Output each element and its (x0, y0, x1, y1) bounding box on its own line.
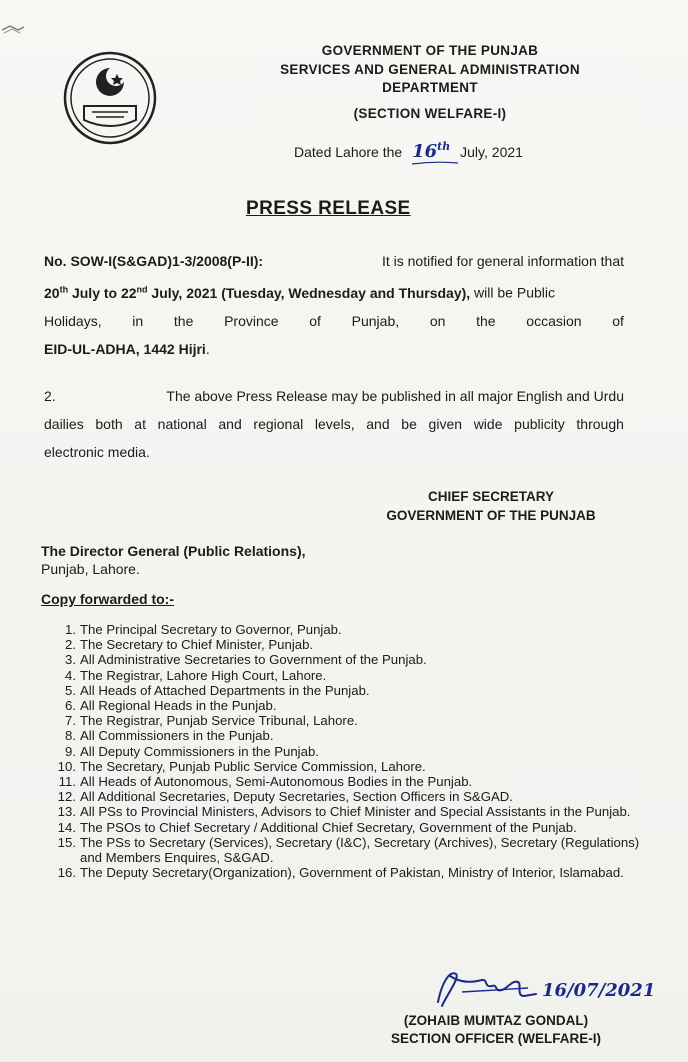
copy-list-text: All Commissioners in the Punjab. (80, 728, 274, 744)
handwritten-signature-icon (432, 962, 542, 1012)
paragraph-1 (44, 247, 624, 363)
p2line2-word: and (218, 416, 242, 432)
chief-secretary-title: CHIEF SECRETARY (427, 489, 554, 504)
paragraph-1-line-1 (44, 247, 624, 275)
copy-list-text: All Administrative Secretaries to Government of the Punjab. (80, 652, 427, 668)
line3-word: Punjab, (351, 312, 400, 329)
copy-list-number: 3. (65, 652, 76, 668)
copy-list-text: All Additional Secretaries, Deputy Secretaries, Section Officers in S&GAD. (80, 789, 513, 805)
date-underline-icon (410, 160, 460, 166)
p2line2-word: at (134, 416, 146, 432)
p2line2-word: levels, (314, 416, 355, 432)
press-release-title: PRESS RELEASE (246, 198, 411, 219)
addressee-block (41, 542, 306, 578)
copy-list-item (52, 865, 642, 880)
line3-word: Holidays, (44, 312, 102, 329)
header-government: GOVERNMENT OF THE PUNJAB (321, 43, 539, 58)
copy-list-item (52, 759, 642, 774)
copy-list-text: The Deputy Secretary(Organization), Government of Pakistan, Ministry of Interior, Islamabad. (80, 865, 624, 881)
copy-list-number: 14. (57, 819, 76, 835)
copy-list-item (52, 652, 642, 667)
date-day-handwritten: 16th (412, 140, 451, 162)
public-text: will be Public (470, 284, 555, 301)
chief-secretary-block (376, 487, 606, 525)
paragraph-2-number: 2. (44, 388, 56, 404)
paragraph-2-line-1 (44, 382, 624, 410)
header-section: (SECTION WELFARE-I) (353, 106, 507, 121)
copy-list-text: The Secretary, Punjab Public Service Commission, Lahore. (80, 758, 426, 774)
copy-list-number: 8. (65, 728, 76, 744)
p2line2-word: national (157, 416, 207, 432)
copy-list-text: All Heads of Autonomous, Semi-Autonomous Bodies in the Punjab. (80, 774, 473, 790)
copy-list-text: The Secretary to Chief Minister, Punjab. (80, 637, 314, 653)
addressee-name: The Director General (Public Relations), (41, 543, 306, 559)
occasion-name: EID-UL-ADHA, 1442 Hijri (44, 340, 206, 357)
p2line2-word: regional (253, 416, 304, 432)
copy-list-number: 6. (65, 698, 76, 714)
punjab-government-emblem-icon (62, 50, 158, 146)
copy-list-number: 9. (65, 743, 76, 759)
line3-word: occasion (526, 312, 582, 329)
copy-list-number: 5. (65, 682, 76, 698)
copy-list-item (52, 774, 642, 789)
copy-list-item (52, 668, 642, 683)
copy-list-item (52, 728, 642, 743)
copy-list-number: 4. (65, 667, 76, 683)
copy-list-item (52, 835, 642, 865)
copy-forwarded-heading: Copy forwarded to:- (41, 591, 174, 607)
copy-list-text: All Regional Heads in the Punjab. (80, 698, 277, 714)
p2line2-word: publicity (514, 416, 565, 432)
copy-list-item (52, 804, 642, 819)
p2line2-word: through (576, 416, 624, 432)
copy-list-number: 1. (65, 622, 76, 637)
copy-list-text: The PSOs to Chief Secretary / Additional Chief Secretary, Government of the Punjab. (80, 819, 577, 835)
copy-list-text: The Registrar, Punjab Service Tribunal, Lahore. (80, 713, 358, 729)
copy-list-item (52, 744, 642, 759)
paragraph-2 (44, 382, 624, 466)
p2line2-word: wide (473, 416, 503, 432)
paragraph-2-text-1: The above Press Release may be published in all major English and Urdu (166, 388, 624, 404)
section-officer-designation: SECTION OFFICER (WELFARE-I) (391, 1031, 601, 1046)
intro-text: It is notified for general information that (381, 253, 624, 269)
copy-list-number: 12. (57, 789, 76, 805)
copy-list (52, 622, 642, 880)
copy-list-number: 15. (57, 834, 76, 850)
copy-list-number: 11. (58, 774, 76, 790)
line3-word: on (429, 312, 446, 329)
copy-list-item (52, 698, 642, 713)
p2line2-word: be (401, 416, 417, 432)
line3-word: of (612, 312, 624, 329)
copy-list-item (52, 713, 642, 728)
copy-list-item (52, 683, 642, 698)
paragraph-1-line-3 (44, 307, 624, 335)
paragraph-2-line-2 (44, 410, 624, 438)
copy-list-number: 13. (57, 804, 76, 820)
chief-secretary-org: GOVERNMENT OF THE PUNJAB (386, 508, 596, 523)
line3-word: the (476, 312, 496, 329)
header-department-cont: DEPARTMENT (382, 80, 478, 95)
copy-list-text: All PSs to Provincial Ministers, Advisors to Chief Minister and Special Assistants in the Punjab. (80, 804, 631, 820)
addressee-place: Punjab, Lahore. (41, 561, 140, 577)
copy-list-text: All Deputy Commissioners in the Punjab. (80, 743, 319, 759)
paragraph-1-line-2 (44, 275, 624, 307)
holiday-dates: 20th July to 22nd July, 2021 (Tuesday, Wednesday and Thursday), (44, 284, 471, 301)
date-line (294, 140, 523, 162)
p2line2-word: given (428, 416, 463, 432)
copy-list-text: The PSs to Secretary (Services), Secretary (I&C), Secretary (Archives), Secretary (Regulations) and Members Enquires, S&GAD. (80, 834, 640, 866)
copy-list-number: 16. (57, 865, 76, 881)
line3-word: Province (224, 312, 279, 329)
copy-list-item (52, 820, 642, 835)
copy-list-item (52, 637, 642, 652)
copy-list-number: 10. (57, 758, 76, 774)
paragraph-1-line-4: EID-UL-ADHA, 1442 Hijri. (44, 340, 210, 357)
line3-word: the (173, 312, 194, 329)
date-suffix: July, 2021 (460, 144, 523, 160)
copy-list-text: All Heads of Attached Departments in the Punjab. (80, 682, 370, 698)
signature-date: 16/07/2021 (542, 980, 656, 1001)
line3-word: of (309, 312, 321, 329)
header-department: SERVICES AND GENERAL ADMINISTRATION (280, 62, 580, 77)
line3-word: in (132, 312, 144, 329)
copy-list-item (52, 789, 642, 804)
section-officer-name: (ZOHAIB MUMTAZ GONDAL) (403, 1013, 589, 1028)
section-officer-block (362, 1012, 630, 1048)
p2line2-word: dailies (44, 416, 84, 432)
page-corner-mark-icon (0, 22, 26, 36)
copy-list-number: 7. (65, 713, 76, 729)
copy-list-item (52, 622, 642, 637)
p2line2-word: both (95, 416, 123, 432)
copy-list-text: The Registrar, Lahore High Court, Lahore. (80, 667, 327, 683)
copy-list-number: 2. (65, 637, 76, 653)
p2line2-word: and (366, 416, 390, 432)
date-prefix: Dated Lahore the (294, 144, 403, 160)
copy-list-text: The Principal Secretary to Governor, Punjab. (80, 622, 342, 637)
reference-number: No. SOW-I(S&GAD)1-3/2008(P-II): (44, 253, 264, 269)
paragraph-2-line-3: electronic media. (44, 444, 150, 460)
